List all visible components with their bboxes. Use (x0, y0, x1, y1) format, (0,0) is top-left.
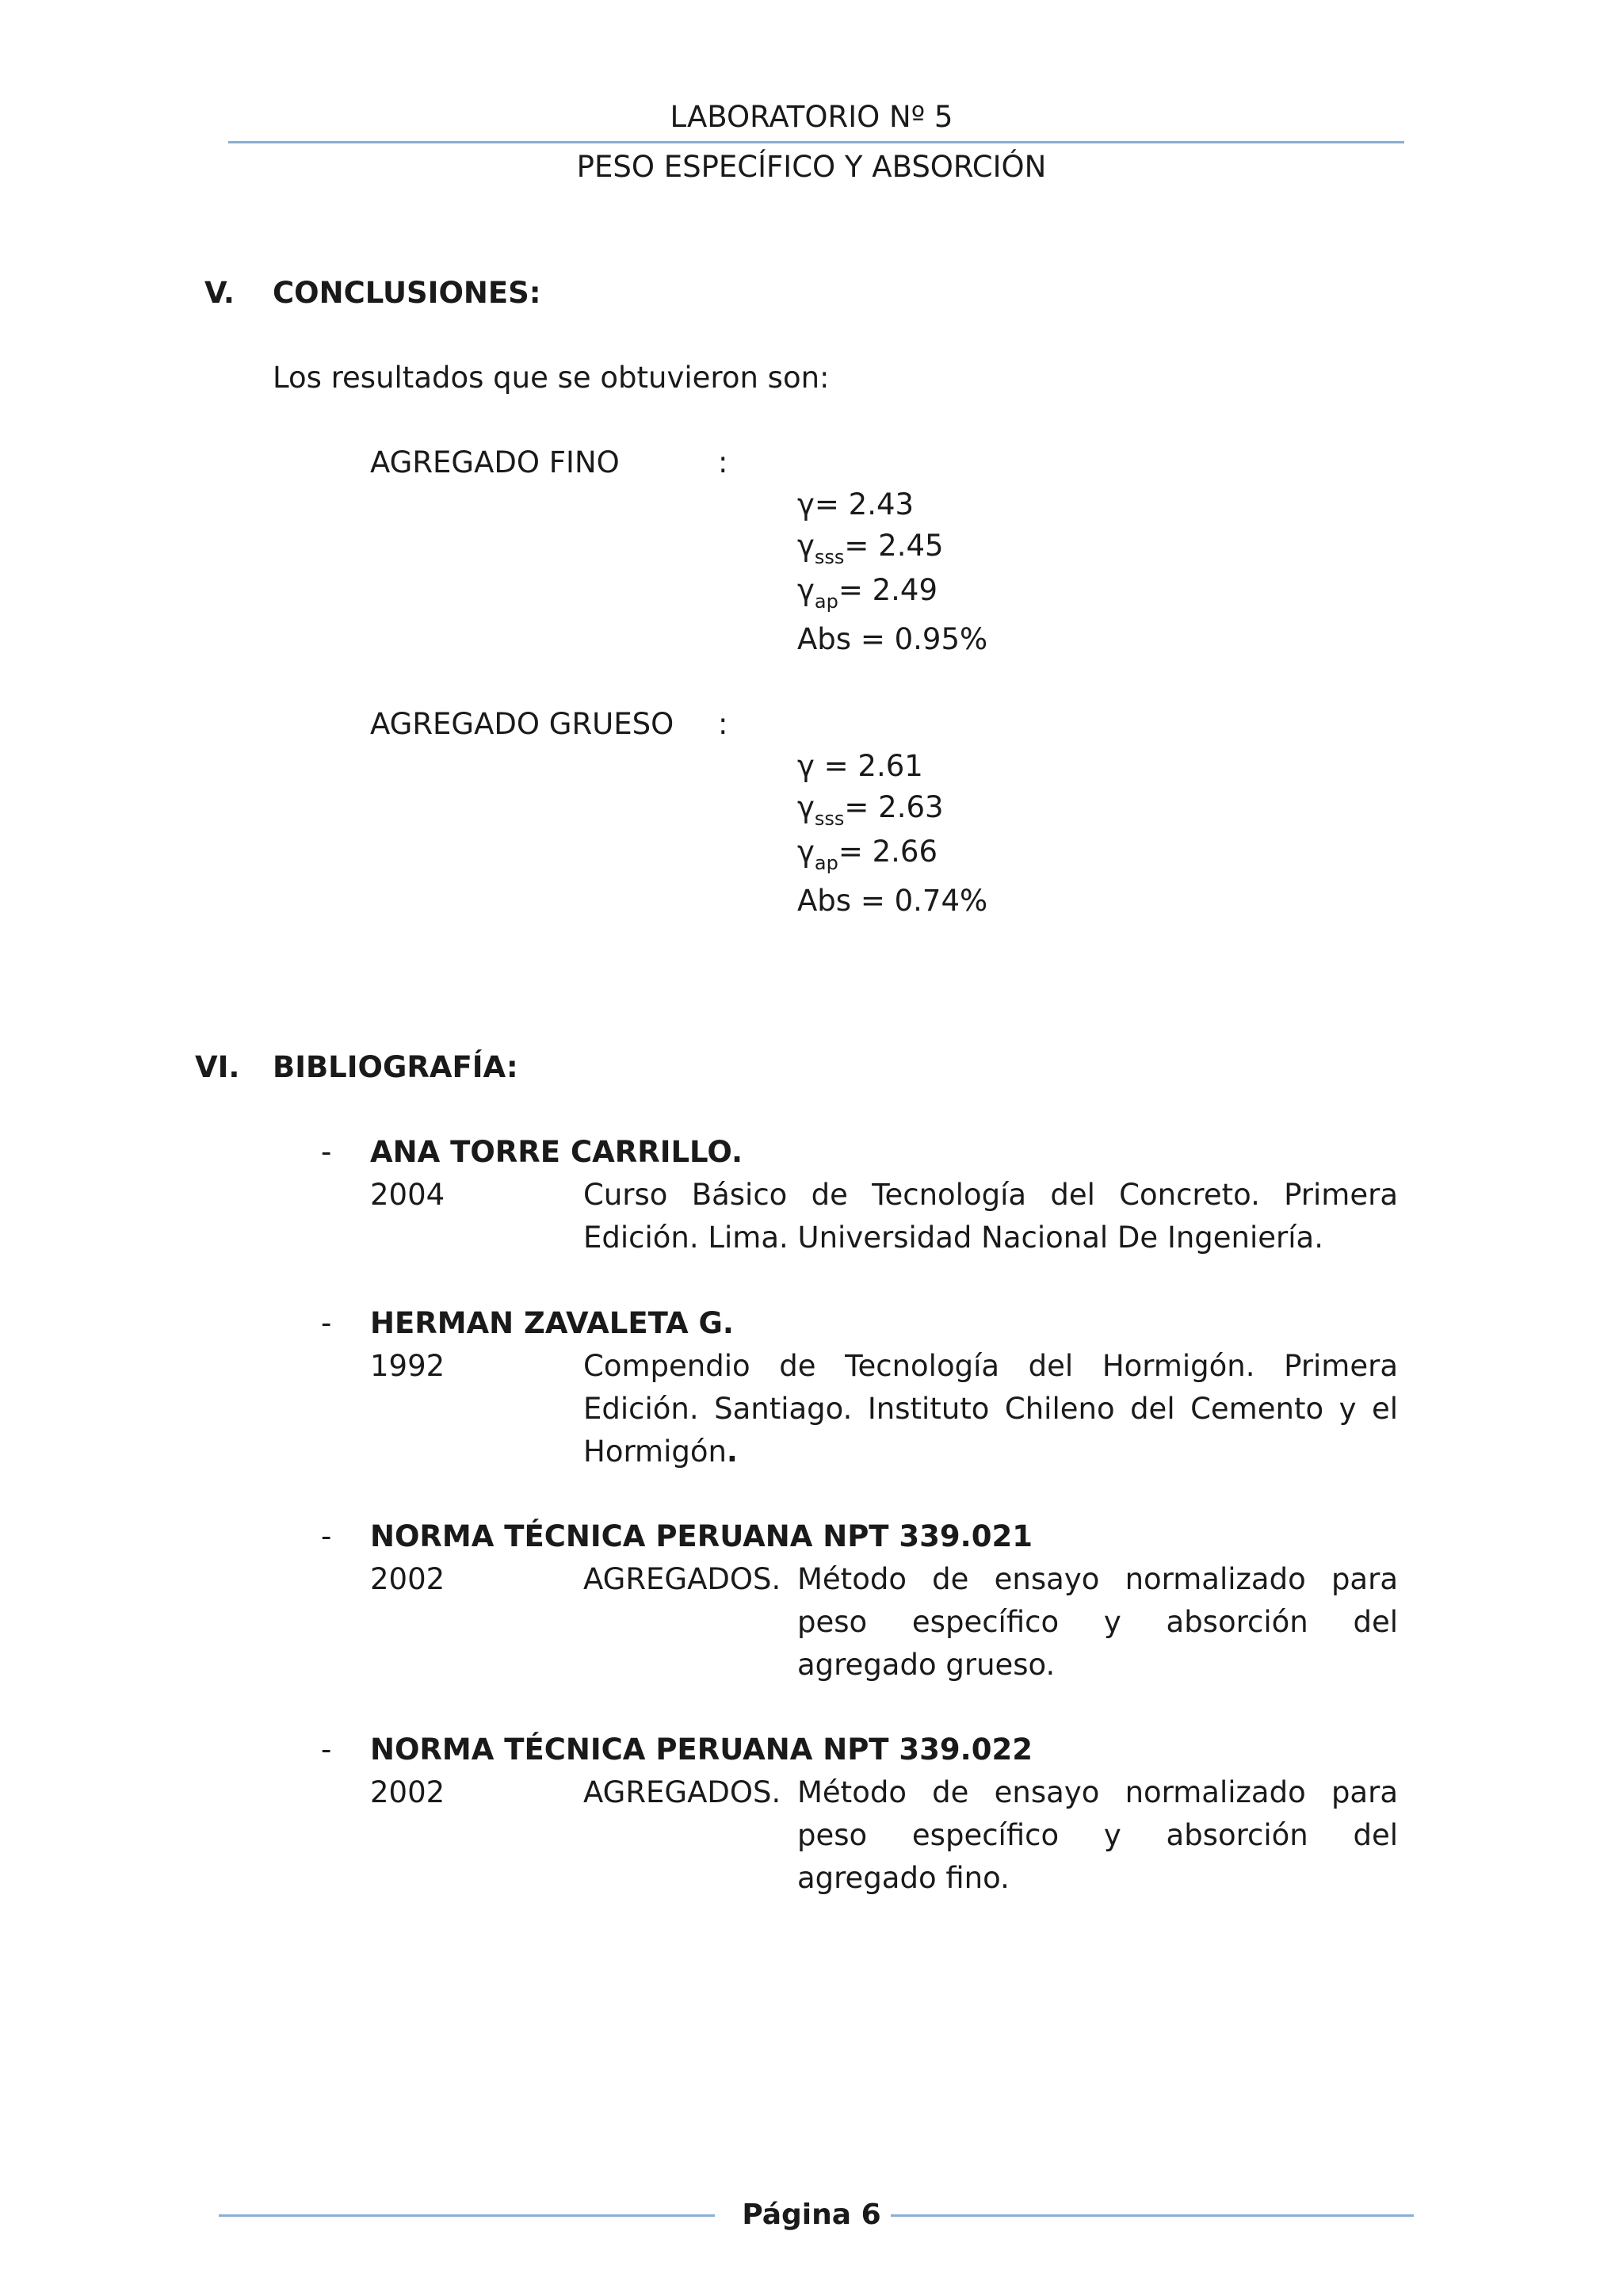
bib-description: Método de ensayo normalizado para peso específico y absorción del agregado grueso. (797, 1562, 1398, 1682)
coarse-gamma-ap: $\gamma_{ap}= 2.66$ (797, 835, 938, 874)
bib-description: Compendio de Tecnología del Hormigón. Primera Edición. Santiago. Instituto Chileno del Cemento y el Hormigón. (583, 1349, 1398, 1469)
conclusions-intro: Los resultados que se obtuvieron son: (273, 361, 830, 395)
fine-aggregate-label: AGREGADO FINO (370, 445, 620, 479)
header-title: LABORATORIO Nº 5 (670, 100, 953, 134)
bib-author: ANA TORRE CARRILLO. (370, 1135, 743, 1169)
coarse-absorption: Abs = 0.74% (797, 884, 988, 918)
bib-dash: - (321, 1519, 332, 1553)
coarse-aggregate-label: AGREGADO GRUESO (370, 707, 674, 741)
fine-gamma: γ= 2.43 (797, 487, 915, 521)
bib-year: 2002 (370, 1562, 445, 1596)
bib-prefix: AGREGADOS. (583, 1562, 781, 1596)
bib-author: NORMA TÉCNICA PERUANA NPT 339.022 (370, 1733, 1033, 1767)
fine-absorption: Abs = 0.95% (797, 622, 988, 656)
fine-aggregate-colon: : (718, 445, 728, 479)
bib-author: NORMA TÉCNICA PERUANA NPT 339.021 (370, 1519, 1033, 1553)
bib-prefix: AGREGADOS. (583, 1775, 781, 1809)
bib-dash: - (321, 1733, 332, 1767)
coarse-gamma-sss: $\gamma_{sss}= 2.63$ (797, 790, 944, 830)
header-subtitle: PESO ESPECÍFICO Y ABSORCIÓN (576, 150, 1047, 184)
bib-author: HERMAN ZAVALETA G. (370, 1306, 734, 1340)
section-heading-bibliography: BIBLIOGRAFÍA: (273, 1050, 518, 1084)
footer-rule-right (891, 2214, 1414, 2217)
bib-year: 1992 (370, 1349, 445, 1383)
bib-description: Método de ensayo normalizado para peso específico y absorción del agregado fino. (797, 1775, 1398, 1895)
coarse-aggregate-colon: : (718, 707, 728, 741)
section-number-vi: VI. (195, 1050, 240, 1084)
coarse-gamma: γ = 2.61 (797, 749, 923, 783)
bib-dash: - (321, 1306, 332, 1340)
page-number: Página 6 (742, 2199, 881, 2231)
bib-description: Curso Básico de Tecnología del Concreto. Primera Edición. Lima. Universidad Nacional De Ingeniería. (583, 1178, 1398, 1255)
fine-gamma-sss: $\gamma_{sss}= 2.45$ (797, 529, 944, 568)
bib-dash: - (321, 1135, 332, 1169)
fine-gamma-ap: $\gamma_{ap}= 2.49$ (797, 573, 938, 613)
bib-year: 2002 (370, 1775, 445, 1809)
section-heading-conclusions: CONCLUSIONES: (273, 276, 541, 310)
bib-year: 2004 (370, 1178, 445, 1212)
section-number-v: V. (204, 276, 235, 310)
header-rule (228, 141, 1404, 143)
